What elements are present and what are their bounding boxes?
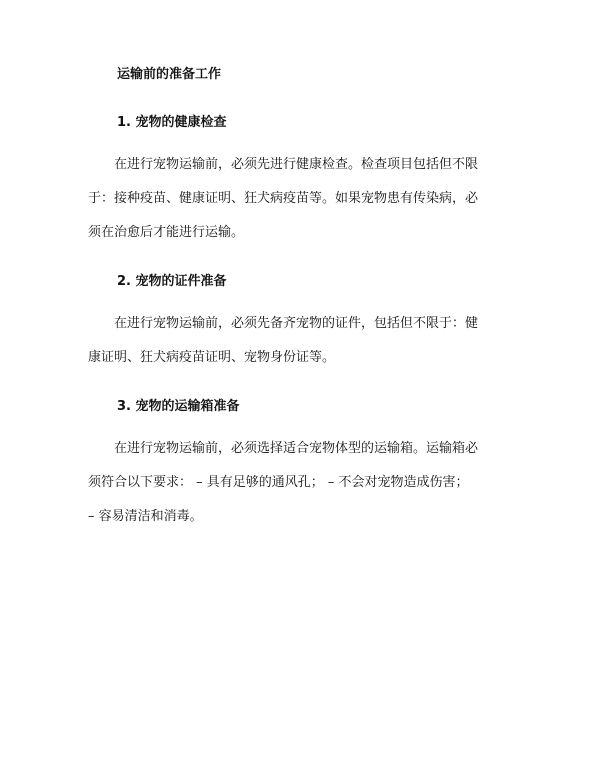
paragraph-line: 在进行宠物运输前，必须先进行健康检查。检查项目包括但不限 [114,157,479,172]
section-2-paragraph [88,307,512,375]
paragraph-line: 须在治愈后才能进行运输。 [88,225,245,240]
paragraph-line: 在进行宠物运输前，必须先备齐宠物的证件，包括但不限于：健 [114,316,479,331]
paragraph-line: – 容易清洁和消毒。 [88,509,203,524]
paragraph-line: 于：接种疫苗、健康证明、狂犬病疫苗等。如果宠物患有传染病，必 [88,191,479,206]
paragraph-line: 须符合以下要求： – 具有足够的通风孔； – 不会对宠物造成伤害； [88,475,469,490]
section-3-paragraph [88,432,512,534]
paragraph-line: 康证明、狂犬病疫苗证明、宠物身份证等。 [88,350,336,365]
section-3-heading: 3. 宠物的运输箱准备 [117,399,240,414]
paragraph-line: 在进行宠物运输前，必须选择适合宠物体型的运输箱。运输箱必 [114,441,479,456]
section-1-paragraph [88,148,512,250]
section-2-heading: 2. 宠物的证件准备 [117,274,227,289]
section-1-heading: 1. 宠物的健康检查 [117,115,227,130]
document-title: 运输前的准备工作 [117,67,222,82]
